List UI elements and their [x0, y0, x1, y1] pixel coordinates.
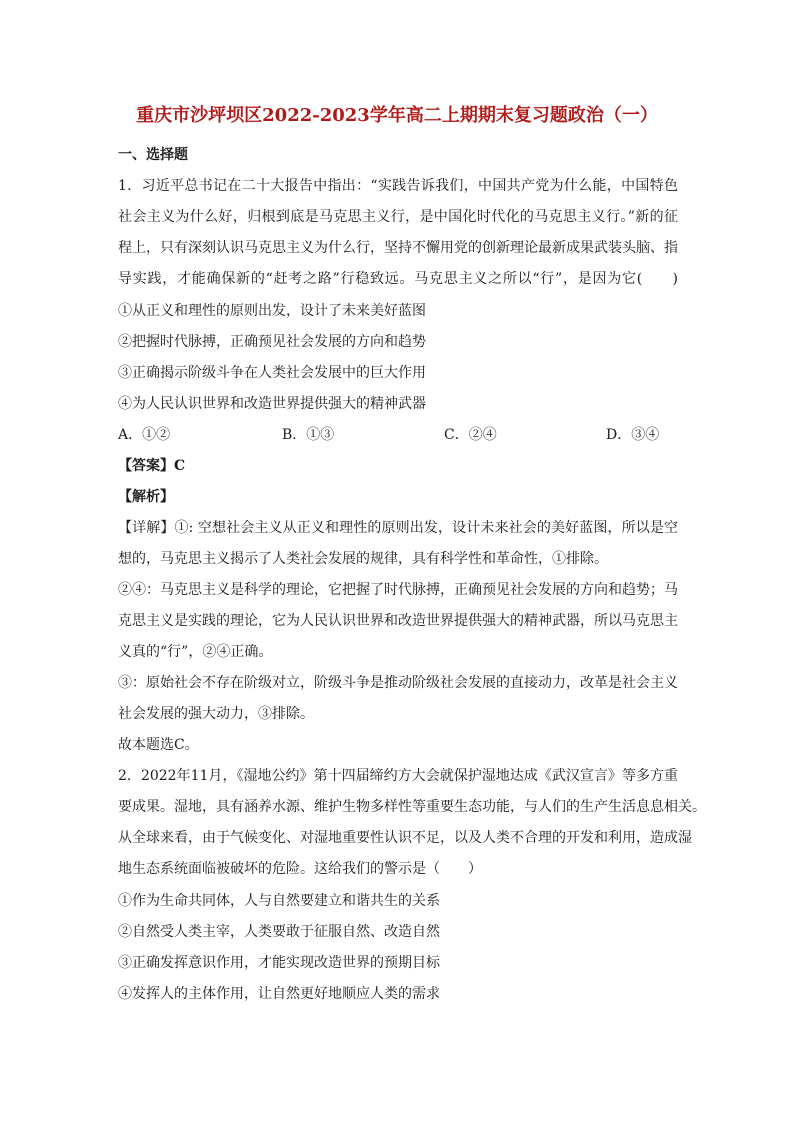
q1-analysis-line: 义真的“行”，②④正确。 [118, 644, 273, 660]
q1-analysis-line: ②④：马克思主义是科学的理论，它把握了时代脉搏，正确预见社会发展的方向和趋势；马 [118, 582, 678, 598]
q1-analysis-line: 克思主义是实践的理论，它为人民认识世界和改造世界提供强大的精神武器，所以马克思主 [118, 613, 678, 629]
q1-statement: ④为人民认识世界和改造世界提供强大的精神武器 [118, 396, 426, 412]
q1-answer: 【答案】C [118, 458, 186, 474]
q1-option-d: D．③④ [606, 427, 660, 443]
q1-analysis-line: 故本题选C。 [118, 737, 199, 753]
q1-analysis-line: 想的，马克思主义揭示了人类社会发展的规律，具有科学性和革命性，①排除。 [118, 551, 608, 567]
q2-stem-line: 地生态系统面临被破坏的危险。这给我们的警示是（ ） [118, 861, 482, 877]
q1-stem-line: 程上，只有深刻认识马克思主义为什么行，坚持不懈用党的创新理论最新成果武装头脑、指 [118, 240, 678, 256]
q1-statement: ②把握时代脉搏，正确预见社会发展的方向和趋势 [118, 334, 426, 350]
q1-statement: ③正确揭示阶级斗争在人类社会发展中的巨大作用 [118, 365, 426, 381]
section-heading: 一、选择题 [118, 147, 188, 163]
q2-statement: ③正确发挥意识作用，才能实现改造世界的预期目标 [118, 955, 440, 971]
q2-stem-line: 2．2022年11月，《湿地公约》第十四届缔约方大会就保护湿地达成《武汉宣言》等多方重 [118, 768, 678, 784]
q1-analysis-line: ③：原始社会不存在阶级对立，阶级斗争是推动阶级社会发展的直接动力，改革是社会主义 [118, 675, 678, 691]
q1-option-c: C．②④ [444, 427, 497, 443]
q1-stem-line: 1．习近平总书记在二十大报告中指出：“实践告诉我们，中国共产党为什么能，中国特色 [118, 178, 678, 194]
q1-statement: ①从正义和理性的原则出发，设计了未来美好蓝图 [118, 303, 426, 319]
q1-stem-line: 导实践，才能确保新的“赶考之路”行稳致远。马克思主义之所以“行”，是因为它( ) [118, 271, 678, 287]
q2-statement: ④发挥人的主体作用，让自然更好地顺应人类的需求 [118, 986, 440, 1002]
q1-analysis-line: 社会发展的强大动力，③排除。 [118, 706, 314, 722]
q2-stem-line: 要成果。湿地，具有涵养水源、维护生物多样性等重要生态功能，与人们的生产生活息息相关。 [118, 799, 706, 815]
q1-option-b: B．①③ [282, 427, 335, 443]
document-title: 重庆市沙坪坝区2022-2023学年高二上期期末复习题政治（一） [136, 105, 658, 126]
q1-options [118, 425, 678, 445]
q1-stem-line: 社会主义为什么好，归根到底是马克思主义行，是中国化时代化的马克思主义行。”新的征 [118, 209, 678, 225]
q1-analysis-line: 【详解】①: 空想社会主义从正义和理性的原则出发，设计未来社会的美好蓝图，所以是空 [118, 520, 678, 536]
q1-option-a: A．①② [118, 427, 171, 443]
q2-stem-line: 从全球来看，由于气候变化、对湿地重要性认识不足，以及人类不合理的开发和利用，造成湿 [118, 830, 692, 846]
q2-statement: ②自然受人类主宰，人类要敢于征服自然、改造自然 [118, 924, 440, 940]
q1-analysis-label: 【解析】 [118, 489, 174, 505]
q2-statement: ①作为生命共同体，人与自然要建立和谐共生的关系 [118, 893, 440, 909]
